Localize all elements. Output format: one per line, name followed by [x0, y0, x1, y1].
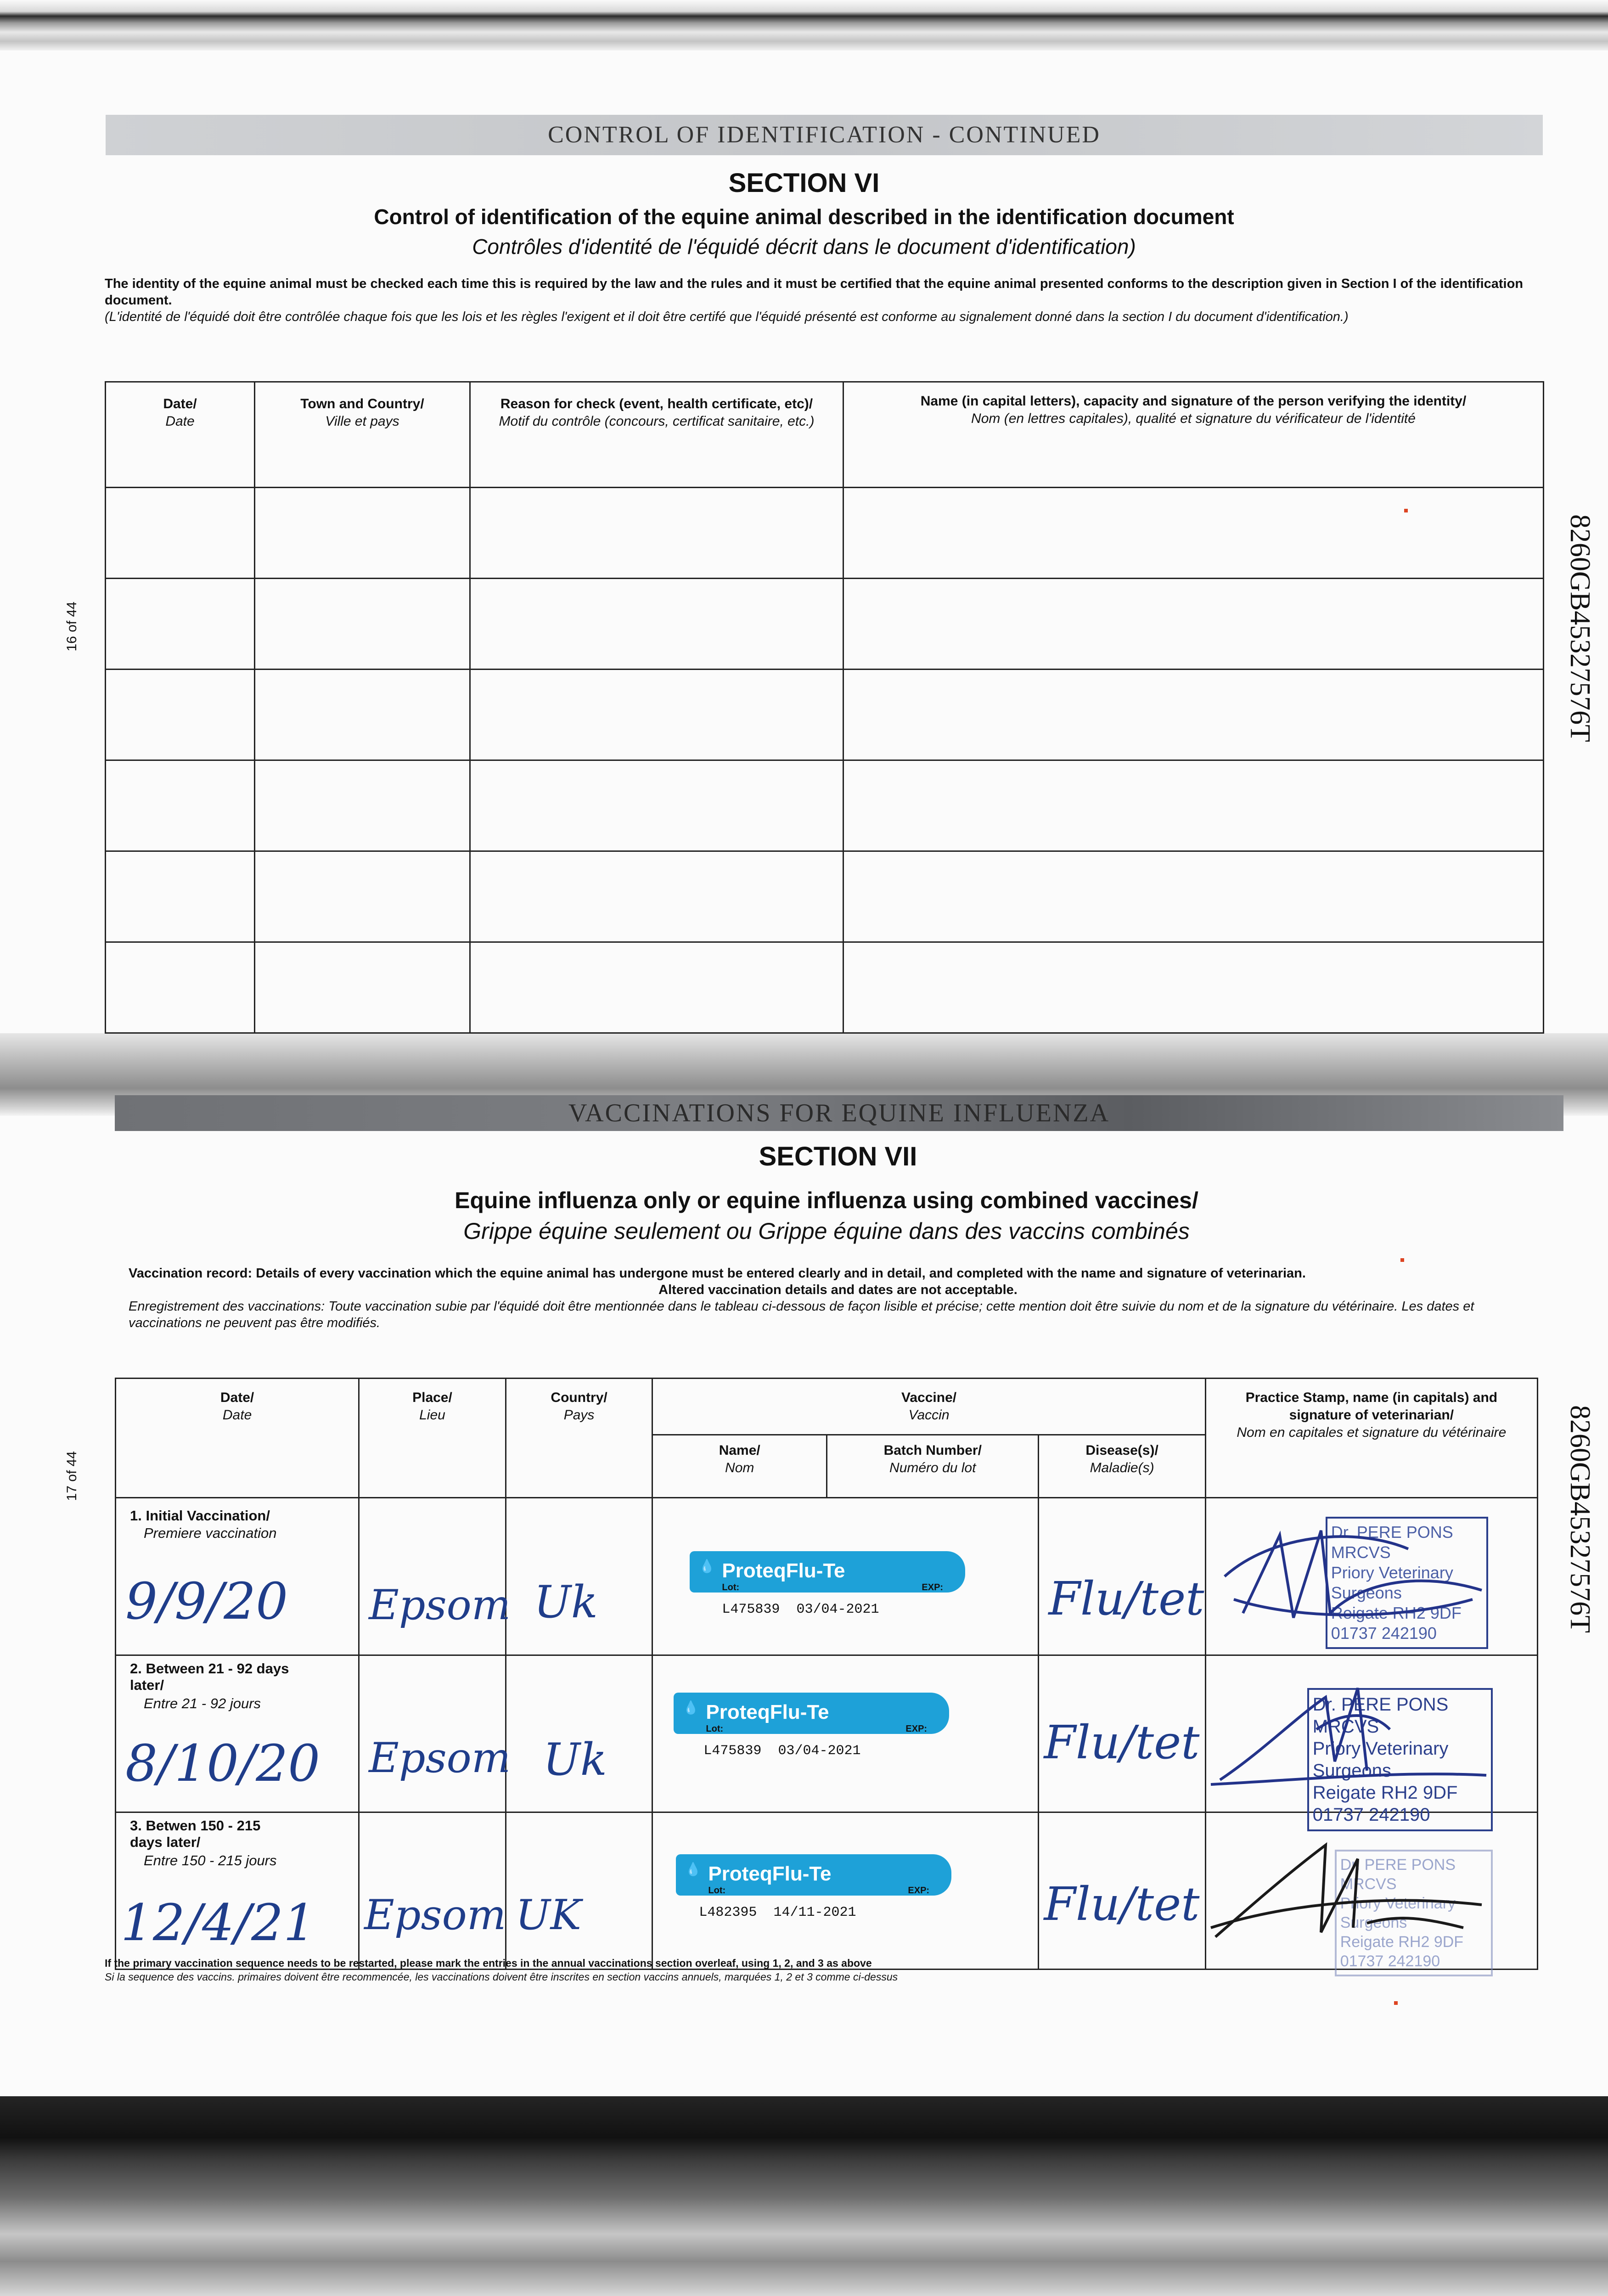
vac-lot-number	[703, 1743, 860, 1759]
lot-label: Lot:	[706, 1723, 724, 1734]
vet-signature	[1206, 1831, 1491, 1951]
identity-cell[interactable]	[106, 579, 255, 670]
col-reason-header	[470, 382, 843, 488]
vac-label-cell[interactable]	[652, 1812, 1039, 1969]
identity-cell[interactable]	[470, 670, 843, 760]
vac-col-vaccine	[652, 1379, 1205, 1435]
vac-col-place-fr: Lieu	[419, 1407, 445, 1423]
col-verifier-header	[843, 382, 1544, 488]
vaccine-sticker	[690, 1551, 965, 1593]
banner-control-identification	[106, 115, 1543, 155]
vac-col-date-fr: Date	[222, 1407, 252, 1423]
footnote-en: If the primary vaccination sequence needs to be restarted, please mark the entries in the annual vaccinations section overleaf, using 1, 2, and 3 as above	[105, 1957, 872, 1969]
exp-label: EXP:	[922, 1582, 944, 1593]
col-town-en: Town and Country/	[300, 396, 424, 411]
vac-col-date	[116, 1379, 359, 1498]
identity-cell[interactable]	[843, 942, 1544, 1033]
identity-row	[106, 670, 1544, 760]
vac-place-value: Epsom	[364, 1891, 506, 1939]
vac-label-cell[interactable]	[652, 1498, 1039, 1655]
col-date-fr: Date	[165, 414, 195, 429]
identity-row	[106, 488, 1544, 579]
vac-row-label-fr: Entre 150 - 215 jours	[144, 1852, 277, 1868]
section-6-intro	[105, 276, 1537, 325]
exp-value: 03/04-2021	[796, 1602, 879, 1618]
identity-cell[interactable]	[255, 760, 470, 851]
stamp-line-4: 01737 242190	[1312, 1804, 1430, 1825]
banner-vaccinations	[115, 1095, 1563, 1131]
vac-place-cell[interactable]	[359, 1655, 511, 1812]
identity-cell[interactable]	[470, 488, 843, 579]
vac-date-value: 12/4/21	[121, 1893, 316, 1952]
vac-col-batch-fr: Numéro du lot	[889, 1460, 976, 1475]
lot-value: L482395	[699, 1904, 757, 1920]
identity-cell[interactable]	[470, 760, 843, 851]
vac-vet-cell[interactable]	[1205, 1812, 1537, 1969]
page-number-17: 17 of 44	[64, 1451, 79, 1501]
record-en-2: Altered vaccination details and dates are not acceptable.	[658, 1283, 1018, 1297]
stamp-line-3: Reigate RH2 9DF	[1312, 1782, 1458, 1803]
document-number-lower: 8260GB45327576T	[1564, 1405, 1596, 1633]
vac-lot-number	[699, 1905, 856, 1920]
vac-col-vet-fr: Nom en capitales et signature du vétérinaire	[1237, 1425, 1507, 1440]
vac-place-cell[interactable]	[359, 1498, 511, 1655]
vac-country-value: Uk	[534, 1576, 598, 1628]
section-6-subtitle-fr: Contrôles d'identité de l'équidé décrit dans le document d'identification)	[472, 235, 1136, 259]
identity-cell[interactable]	[843, 488, 1544, 579]
identity-row	[106, 579, 1544, 670]
exp-value: 14/11-2021	[773, 1904, 856, 1920]
section-6-title: SECTION VI	[728, 168, 880, 198]
identity-cell[interactable]	[843, 760, 1544, 851]
vac-date-cell[interactable]	[116, 1655, 359, 1812]
lot-value: L475839	[722, 1602, 780, 1618]
vac-row-label-fr: Premiere vaccination	[144, 1525, 277, 1542]
stamp-line-1: Dr. PERE PONS MRCVS	[1340, 1856, 1456, 1893]
col-reason-fr: Motif du contrôle (concours, certificat sanitaire, etc.)	[499, 414, 815, 429]
vac-col-date-en: Date/	[220, 1390, 254, 1405]
col-verifier-en: Name (in capital letters), capacity and signature of the person verifying the identity/	[920, 394, 1467, 409]
vac-label-cell[interactable]	[652, 1655, 1039, 1812]
vac-lot-number	[722, 1602, 879, 1617]
vac-date-value: 9/9/20	[125, 1572, 288, 1631]
record-en: Vaccination record: Details of every vaccination which the equine animal has undergone must be entered clearly and in detail, and completed with the name and signature of veterinarian.	[129, 1266, 1306, 1281]
section-6-intro-fr: (L'identité de l'équidé doit être contrôlée chaque fois que les lois et les règles l'exigent et il doit être certifé que l'équidé présenté est conforme au signalement donné dans la section I du document d'identification.)	[105, 310, 1349, 324]
vaccine-name: ProteqFlu-Te	[706, 1700, 829, 1723]
exp-value: 03/04-2021	[778, 1743, 861, 1759]
vac-row-label-en: 1. Initial Vaccination/	[130, 1508, 270, 1524]
vac-country-cell[interactable]	[506, 1812, 652, 1969]
footnote-fr: Si la sequence des vaccins. primaires doivent être recommencée, les vaccinations doivent être inscrites en section vaccins annuels, marquées 1, 2 et 3 comme ci-dessus	[105, 1971, 898, 1983]
stamp-line-1: Dr. PERE PONS MRCVS	[1331, 1523, 1453, 1562]
vac-col-batch	[827, 1435, 1039, 1498]
vaccine-sticker	[676, 1854, 951, 1896]
lot-label: Lot:	[722, 1582, 740, 1593]
stamp-line-3: Reigate RH2 9DF	[1340, 1933, 1464, 1951]
vac-disease-value: Flu/tet	[1048, 1572, 1204, 1626]
identity-check-table	[105, 381, 1544, 1034]
vac-col-vet-en: Practice Stamp, name (in capitals) and signature of veterinarian/	[1245, 1390, 1498, 1423]
col-date-en: Date/	[163, 396, 197, 411]
vet-signature	[1206, 1670, 1491, 1798]
scan-speck	[1400, 1258, 1404, 1262]
scan-speck	[1404, 509, 1408, 512]
identity-cell[interactable]	[106, 851, 255, 942]
vac-col-place	[359, 1379, 506, 1498]
vac-col-country	[506, 1379, 652, 1498]
stamp-line-2: Priory Veterinary Surgeons	[1312, 1738, 1449, 1781]
vac-country-value: UK	[515, 1891, 581, 1939]
vac-col-batch-en: Batch Number/	[883, 1442, 982, 1458]
stamp-line-2: Priory Veterinary Surgeons	[1340, 1894, 1456, 1931]
vac-col-name-fr: Nom	[725, 1460, 754, 1475]
identity-cell[interactable]	[106, 670, 255, 760]
col-reason-en: Reason for check (event, health certificate, etc)/	[500, 396, 813, 411]
stamp-line-3: Reigate RH2 9DF	[1331, 1604, 1462, 1623]
vac-country-cell[interactable]	[506, 1498, 652, 1655]
vac-col-country-fr: Pays	[563, 1407, 595, 1423]
vaccination-row-3	[116, 1812, 1538, 1969]
vac-col-vet	[1205, 1379, 1537, 1498]
vet-signature	[1215, 1508, 1491, 1641]
identity-cell[interactable]	[255, 670, 470, 760]
col-town-fr: Ville et pays	[325, 414, 399, 429]
section-7-subtitle-en: Equine influenza only or equine influenza using combined vaccines/	[455, 1187, 1198, 1213]
document-number-upper: 8260GB45327576T	[1564, 514, 1596, 742]
vac-date-cell[interactable]	[116, 1498, 359, 1655]
droplet-icon: 💧	[699, 1559, 715, 1574]
identity-cell[interactable]	[470, 851, 843, 942]
droplet-icon: 💧	[683, 1700, 699, 1715]
vac-place-value: Epsom	[369, 1733, 511, 1782]
identity-cell[interactable]	[843, 670, 1544, 760]
vac-row-label-en: 3. Betwen 150 - 215 days later/	[130, 1817, 261, 1850]
exp-label: EXP:	[908, 1885, 930, 1896]
identity-cell[interactable]	[255, 488, 470, 579]
vac-col-disease-fr: Maladie(s)	[1090, 1460, 1154, 1475]
stamp-line-4: 01737 242190	[1340, 1952, 1440, 1970]
col-town-header	[255, 382, 470, 488]
section-6-intro-en: The identity of the equine animal must be checked each time this is required by the law and the rules and it must be certified that the equine animal presented conforms to the description given in Section I of the identification document.	[105, 276, 1524, 308]
vac-disease-cell[interactable]	[1039, 1812, 1205, 1969]
identity-cell[interactable]	[255, 851, 470, 942]
stamp-line-4: 01737 242190	[1331, 1624, 1437, 1643]
vaccination-row-2	[116, 1655, 1538, 1812]
banner-vaccinations-title: VACCINATIONS FOR EQUINE INFLUENZA	[568, 1099, 1110, 1127]
lot-label: Lot:	[708, 1885, 726, 1896]
vac-date-value: 8/10/20	[125, 1733, 320, 1793]
vac-col-vaccine-fr: Vaccin	[908, 1407, 950, 1423]
section-7-title: SECTION VII	[759, 1142, 917, 1171]
col-verifier-fr: Nom (en lettres capitales), qualité et signature du vérificateur de l'identité	[971, 411, 1416, 426]
vac-country-cell[interactable]	[506, 1655, 652, 1812]
vac-disease-value: Flu/tet	[1044, 1877, 1200, 1931]
vac-place-cell[interactable]	[359, 1812, 506, 1969]
identity-cell[interactable]	[106, 760, 255, 851]
vac-col-disease	[1039, 1435, 1205, 1498]
vac-disease-cell[interactable]	[1039, 1498, 1205, 1655]
vaccination-row-1	[116, 1498, 1538, 1655]
exp-label: EXP:	[905, 1723, 928, 1734]
vac-col-disease-en: Disease(s)/	[1085, 1442, 1158, 1458]
vaccine-name: ProteqFlu-Te	[722, 1559, 845, 1582]
identity-cell[interactable]	[470, 579, 843, 670]
vac-col-name-en: Name/	[719, 1442, 760, 1458]
vac-disease-cell[interactable]	[1039, 1655, 1205, 1812]
identity-cell[interactable]	[470, 942, 843, 1033]
vaccine-sticker	[674, 1693, 949, 1734]
identity-row	[106, 760, 1544, 851]
vac-col-vaccine-en: Vaccine/	[901, 1390, 957, 1405]
identity-cell[interactable]	[255, 942, 470, 1033]
page-number-16: 16 of 44	[64, 602, 79, 652]
vac-col-country-en: Country/	[551, 1390, 607, 1405]
stamp-line-2: Priory Veterinary Surgeons	[1331, 1563, 1453, 1603]
vac-row-label-fr: Entre 21 - 92 jours	[144, 1695, 261, 1711]
vaccine-name: ProteqFlu-Te	[708, 1862, 832, 1885]
vac-place-value: Epsom	[369, 1581, 511, 1630]
droplet-icon: 💧	[685, 1862, 702, 1876]
vac-date-cell[interactable]	[116, 1812, 359, 1969]
vac-vet-cell[interactable]	[1205, 1655, 1537, 1825]
scan-speck	[1394, 2001, 1398, 2005]
scan-bottom-edge	[0, 2096, 1608, 2296]
record-fr: Enregistrement des vaccinations: Toute vaccination subie par l'équidé doit être mentionnée dans le tableau ci-dessous de façon lisible et précise; cette mention doit être suivie du nom et de la signature du vétérinaire. Les dates et vaccinations ne peuvent pas être modifiés.	[129, 1299, 1474, 1330]
vac-row-label-en: 2. Between 21 - 92 days later/	[130, 1660, 289, 1693]
vac-col-place-en: Place/	[412, 1390, 452, 1405]
identity-cell[interactable]	[255, 579, 470, 670]
section-6-subtitle-en: Control of identification of the equine animal described in the identification document	[374, 205, 1234, 229]
identity-cell[interactable]	[106, 488, 255, 579]
vaccination-table	[115, 1378, 1538, 1970]
identity-row	[106, 942, 1544, 1033]
scan-top-edge	[0, 0, 1608, 51]
vac-country-value: Uk	[543, 1733, 607, 1785]
col-date-header	[106, 382, 255, 488]
banner-title: CONTROL OF IDENTIFICATION - CONTINUED	[548, 122, 1101, 148]
identity-row	[106, 851, 1544, 942]
identity-cell[interactable]	[843, 579, 1544, 670]
vac-vet-cell[interactable]	[1205, 1498, 1537, 1655]
identity-cell[interactable]	[843, 851, 1544, 942]
identity-cell[interactable]	[106, 942, 255, 1033]
vac-col-name	[652, 1435, 827, 1498]
section-7-subtitle-fr: Grippe équine seulement ou Grippe équine dans des vaccins combinés	[463, 1218, 1190, 1244]
vaccination-record-text	[129, 1265, 1547, 1331]
vac-disease-value: Flu/tet	[1044, 1715, 1200, 1769]
stamp-line-1: Dr. PERE PONS MRCVS	[1312, 1694, 1449, 1737]
lot-value: L475839	[703, 1743, 762, 1759]
footnote	[105, 1956, 1299, 1984]
